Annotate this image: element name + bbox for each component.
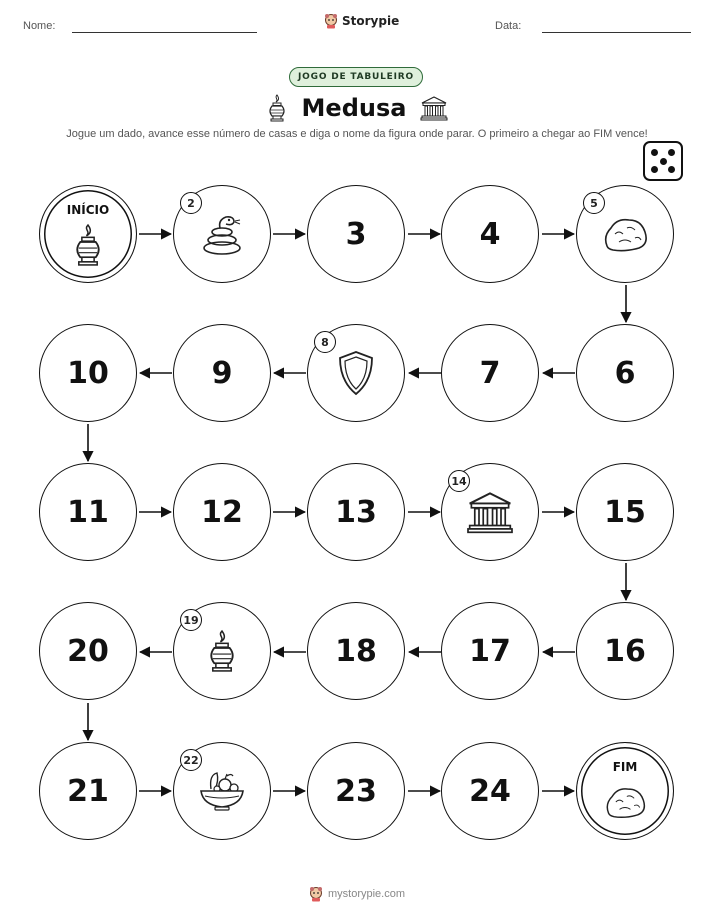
cell-number-badge: 2 [180, 192, 202, 214]
name-label: Nome: [23, 20, 56, 32]
cell-number-badge: 5 [583, 192, 605, 214]
urn-icon [71, 222, 105, 268]
cell-number: 17 [469, 633, 511, 669]
cell-number: 15 [604, 494, 646, 530]
board-cell-16[interactable] [576, 602, 674, 700]
board-cell-23[interactable] [307, 742, 405, 840]
fruit-bowl-icon [197, 769, 247, 813]
cell-number: 10 [67, 355, 109, 391]
cell-number: 3 [345, 216, 367, 252]
board-cell-13[interactable] [307, 463, 405, 561]
board-cell-3[interactable] [307, 185, 405, 283]
board-cell-7[interactable] [441, 324, 539, 422]
footer [0, 886, 714, 902]
board-cell-4[interactable] [441, 185, 539, 283]
instructions: Jogue um dado, avance esse número de casas e diga o nome da figura onde parar. O primeiro a chegar ao FIM vence! [66, 128, 648, 140]
urn-icon [205, 628, 239, 674]
rock-icon [601, 214, 649, 254]
board-cell-17[interactable] [441, 602, 539, 700]
cell-number-badge: 8 [314, 331, 336, 353]
cell-number-badge: 19 [180, 609, 202, 631]
start-label: INÍCIO [66, 203, 110, 217]
board-cell-start[interactable] [39, 185, 137, 283]
board-cell-6[interactable] [576, 324, 674, 422]
brand-name: Storypie [342, 14, 400, 28]
page-title: Medusa [301, 94, 407, 122]
rock-icon [603, 783, 647, 821]
cell-number-badge: 22 [180, 749, 202, 771]
cell-number-badge: 14 [448, 470, 470, 492]
cell-number: 16 [604, 633, 646, 669]
board-cell-12[interactable] [173, 463, 271, 561]
cell-number: 9 [211, 355, 233, 391]
board-cell-10[interactable] [39, 324, 137, 422]
date-label: Data: [495, 20, 522, 32]
board-cell-21[interactable] [39, 742, 137, 840]
cell-number: 21 [67, 773, 109, 809]
cell-number: 7 [479, 355, 501, 391]
mascot-icon [309, 886, 323, 902]
footer-url[interactable]: mystorypie.com [327, 888, 406, 900]
cell-number: 13 [335, 494, 377, 530]
board-cell-18[interactable] [307, 602, 405, 700]
board-cell-15[interactable] [576, 463, 674, 561]
board-cell-9[interactable] [173, 324, 271, 422]
end-label: FIM [612, 760, 638, 774]
cell-number: 23 [335, 773, 377, 809]
cell-number: 6 [614, 355, 636, 391]
cell-number: 20 [67, 633, 109, 669]
shield-icon [336, 349, 376, 397]
temple-icon [465, 490, 515, 534]
board-cell-20[interactable] [39, 602, 137, 700]
cell-number: 24 [469, 773, 511, 809]
cell-number: 11 [67, 494, 109, 530]
board-cell-24[interactable] [441, 742, 539, 840]
game-type-badge: JOGO DE TABULEIRO [289, 67, 423, 87]
board-cell-end[interactable] [576, 742, 674, 840]
snake-icon [198, 210, 246, 258]
cell-number: 4 [479, 216, 501, 252]
board-cell-11[interactable] [39, 463, 137, 561]
cell-number: 18 [335, 633, 377, 669]
cell-number: 12 [201, 494, 243, 530]
